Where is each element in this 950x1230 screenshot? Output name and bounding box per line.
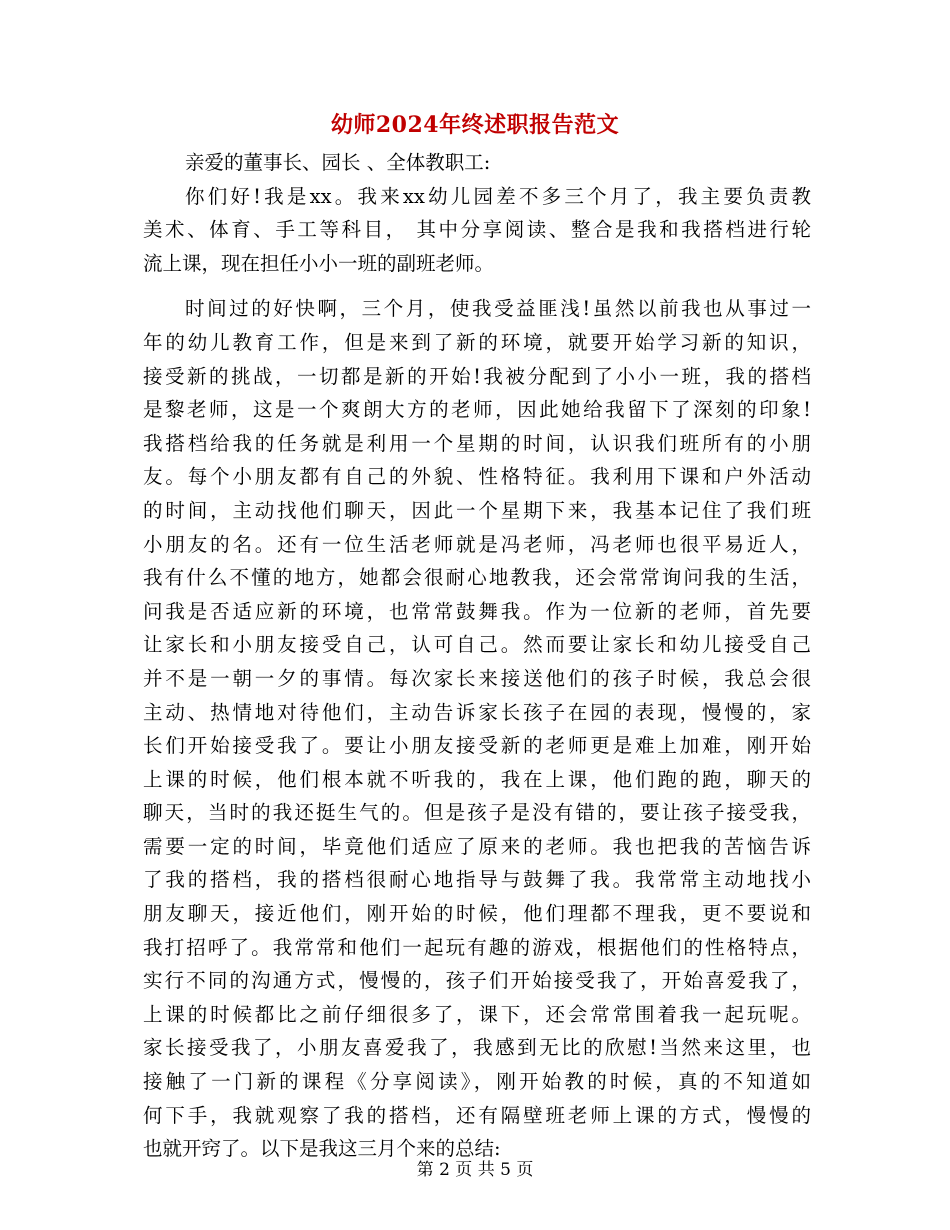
paragraph-2-line: 接受新的挑战，一切都是新的开始!我被分配到了小小一班，我的搭档 — [143, 364, 811, 388]
paragraph-2-line: 年的幼儿教育工作，但是来到了新的环境，就要开始学习新的知识， — [143, 330, 811, 354]
paragraph-1-line: 美术、体育、手工等科目， 其中分享阅读、整合是我和我搭档进行轮 — [143, 218, 811, 242]
paragraph-2-line: 我有什么不懂的地方，她都会很耐心地教我，还会常常询问我的生活， — [143, 566, 811, 590]
paragraph-2-line: 时间过的好快啊，三个月，使我受益匪浅!虽然以前我也从事过一 — [185, 297, 811, 321]
page-number-footer: 第 2 页 共 5 页 — [416, 1160, 534, 1180]
paragraph-2-line: 也就开窍了。以下是我这三月个来的总结: — [143, 1137, 501, 1161]
paragraph-2-line: 上课的时候都比之前仔细很多了，课下，还会常常围着我一起玩呢。 — [143, 1002, 811, 1026]
paragraph-2-line: 我搭档给我的任务就是利用一个星期的时间，认识我们班所有的小朋 — [143, 431, 811, 455]
paragraph-2-line: 上课的时候，他们根本就不听我的，我在上课，他们跑的跑，聊天的 — [143, 767, 811, 791]
paragraph-2-line: 朋友聊天，接近他们，刚开始的时候，他们理都不理我，更不要说和 — [143, 902, 811, 926]
paragraph-2-line: 友。每个小朋友都有自己的外貌、性格特征。我利用下课和户外活动 — [143, 465, 811, 489]
document-title: 幼师2024年终述职报告范文 — [330, 112, 620, 138]
document-body — [143, 146, 811, 1166]
greeting-paragraph — [143, 146, 811, 180]
paragraph-2 — [143, 292, 811, 1165]
paragraph-2-line: 是黎老师，这是一个爽朗大方的老师，因此她给我留下了深刻的印象! — [143, 398, 811, 422]
paragraph-2-line: 主动、热情地对待他们，主动告诉家长孩子在园的表现，慢慢的，家 — [143, 700, 811, 724]
paragraph-1 — [143, 180, 811, 281]
paragraph-2-line: 长们开始接受我了。要让小朋友接受新的老师更是难上加难，刚开始 — [143, 734, 811, 758]
paragraph-1-line: 流上课，现在担任小小一班的副班老师。 — [143, 251, 495, 275]
paragraph-2-line: 聊天，当时的我还挺生气的。但是孩子是没有错的，要让孩子接受我， — [143, 801, 811, 825]
paragraph-2-line: 需要一定的时间，毕竟他们适应了原来的老师。我也把我的苦恼告诉 — [143, 834, 811, 858]
paragraph-2-line: 接触了一门新的课程《分享阅读》，刚开始教的时候，真的不知道如 — [143, 1070, 811, 1094]
paragraph-2-line: 让家长和小朋友接受自己，认可自己。然而要让家长和幼儿接受自己 — [143, 633, 811, 657]
paragraph-2-line: 实行不同的沟通方式，慢慢的，孩子们开始接受我了，开始喜爱我了， — [143, 969, 811, 993]
paragraph-2-line: 家长接受我了，小朋友喜爱我了，我感到无比的欣慰!当然来这里，也 — [143, 1036, 811, 1060]
paragraph-2-line: 何下手，我就观察了我的搭档，还有隔壁班老师上课的方式，慢慢的 — [143, 1103, 811, 1127]
paragraph-2-line: 的时间，主动找他们聊天，因此一个星期下来，我基本记住了我们班 — [143, 498, 811, 522]
paragraph-2-line: 并不是一朝一夕的事情。每次家长来接送他们的孩子时候，我总会很 — [143, 666, 811, 690]
paragraph-1-line: 你们好!我是xx。我来xx幼儿园差不多三个月了，我主要负责教 — [185, 184, 811, 208]
paragraph-2-line: 了我的搭档，我的搭档很耐心地指导与鼓舞了我。我常常主动地找小 — [143, 868, 811, 892]
paragraph-2-line: 小朋友的名。还有一位生活老师就是冯老师，冯老师也很平易近人， — [143, 532, 811, 556]
greeting-line: 亲爱的董事长、园长 、全体教职工: — [185, 151, 491, 174]
paragraph-2-line: 我打招呼了。我常常和他们一起玩有趣的游戏，根据他们的性格特点， — [143, 935, 811, 959]
paragraph-2-line: 问我是否适应新的环境，也常常鼓舞我。作为一位新的老师，首先要 — [143, 599, 811, 623]
